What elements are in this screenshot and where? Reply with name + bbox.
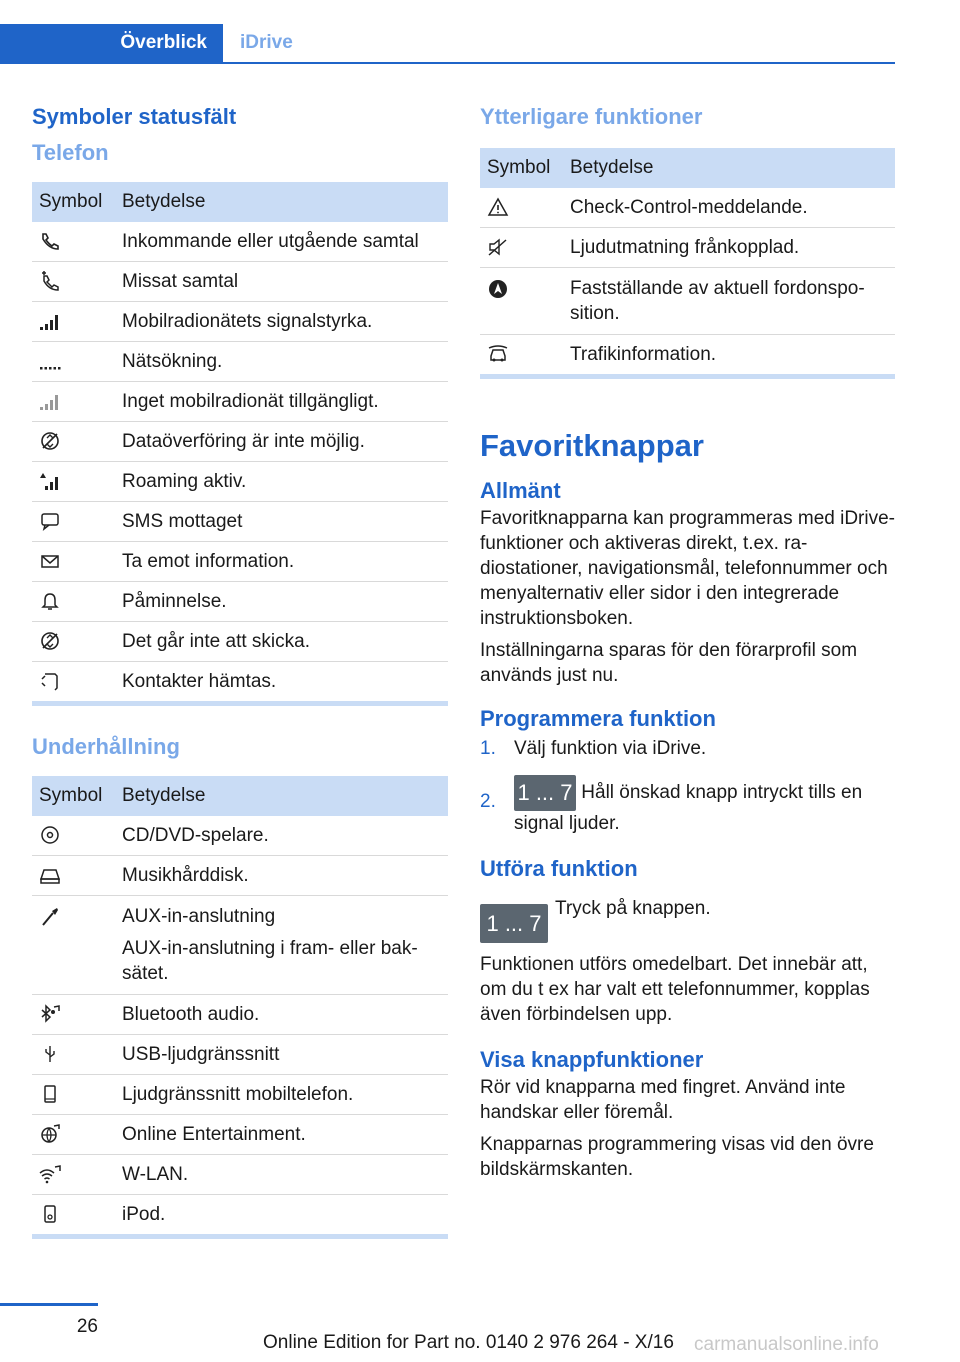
subheading-telefon: Telefon bbox=[32, 140, 109, 165]
left-column bbox=[32, 100, 448, 1239]
underhallning-table bbox=[32, 776, 448, 1239]
missed-call-icon bbox=[39, 271, 61, 291]
table-row: Nätsökning. bbox=[32, 342, 448, 382]
table-row: Musikhårddisk. bbox=[32, 856, 448, 896]
table-row: Missat samtal bbox=[32, 262, 448, 302]
table-row: Dataöverföring är inte möjlig. bbox=[32, 422, 448, 462]
online-entertainment-icon bbox=[39, 1124, 61, 1144]
page-number: 26 bbox=[76, 1316, 98, 1337]
utfora-heading: Utföra funktion bbox=[480, 856, 638, 881]
table-row: Mobilradionätets signalstyrka. bbox=[32, 302, 448, 342]
table-row: Roaming aktiv. bbox=[32, 462, 448, 502]
col-symbol: Symbol bbox=[32, 182, 115, 222]
speaker-off-icon bbox=[487, 237, 509, 257]
table-row bbox=[32, 896, 448, 995]
favorite-button-image: 1 ... 7 bbox=[514, 775, 576, 811]
table-row: Ljudutmatning frånkopplad. bbox=[480, 228, 895, 268]
sms-icon bbox=[39, 511, 61, 531]
no-send-icon bbox=[39, 631, 61, 651]
right-column bbox=[480, 100, 895, 1182]
col-meaning: Betydelse bbox=[115, 182, 448, 222]
visa-paragraph-2: Knapparnas programmering visas vid den övre bildskärmskanten. bbox=[480, 1134, 874, 1180]
no-data-icon bbox=[39, 431, 61, 451]
ipod-icon bbox=[39, 1204, 61, 1224]
contacts-download-icon bbox=[39, 671, 61, 691]
programmera-steps bbox=[480, 736, 895, 836]
allmant-heading: Allmänt bbox=[480, 478, 561, 503]
utfora-text: Tryck på knappen. bbox=[555, 898, 711, 919]
phone-call-icon bbox=[39, 231, 61, 251]
table-header-row bbox=[32, 182, 448, 222]
table-row: Kontakter hämtas. bbox=[32, 662, 448, 704]
table-row: Fastställande av aktuell fordonspo-sition. bbox=[480, 268, 895, 335]
table-header-row bbox=[32, 776, 448, 816]
table-row: CD/DVD-spelare. bbox=[32, 816, 448, 856]
table-row: SMS mottaget bbox=[32, 502, 448, 542]
allmant-paragraph-2: Inställningarna sparas för den förarprofil som används just nu. bbox=[480, 640, 858, 686]
col-meaning: Betydelse bbox=[115, 776, 448, 816]
warning-triangle-icon bbox=[487, 197, 509, 217]
table-row: iPod. bbox=[32, 1195, 448, 1237]
programmera-heading: Programmera funktion bbox=[480, 706, 716, 731]
telefon-table bbox=[32, 182, 448, 706]
harddisk-icon bbox=[39, 865, 61, 885]
table-header-row bbox=[480, 148, 895, 188]
list-item: 1. Välj funktion via iDrive. bbox=[480, 738, 707, 759]
table-row: Trafikinformation. bbox=[480, 335, 895, 377]
col-meaning: Betydelse bbox=[563, 148, 895, 188]
aux-line-2: AUX-in-anslutning i fram- eller bak-sätet. bbox=[122, 938, 418, 984]
aux-line-1: AUX-in-anslutning bbox=[122, 906, 276, 927]
table-row: W-LAN. bbox=[32, 1155, 448, 1195]
table-row: Check-Control-meddelande. bbox=[480, 188, 895, 228]
utfora-paragraph: Funktionen utförs omedelbart. Det innebär att, om du t ex har valt ett telefonnummer, kopplas även förbindelsen upp. bbox=[480, 954, 870, 1025]
bell-icon bbox=[39, 591, 61, 611]
visa-paragraph-1: Rör vid knapparna med fingret. Använd inte handskar eller föremål. bbox=[480, 1077, 846, 1123]
section-title-statusfalt: Symboler statusfält bbox=[32, 104, 237, 129]
bluetooth-audio-icon bbox=[39, 1004, 61, 1024]
col-symbol: Symbol bbox=[480, 148, 563, 188]
roaming-icon bbox=[39, 471, 61, 491]
table-row: Påminnelse. bbox=[32, 582, 448, 622]
col-symbol: Symbol bbox=[32, 776, 115, 816]
footer-rule bbox=[0, 1303, 98, 1306]
table-row: Inkommande eller utgående samtal bbox=[32, 222, 448, 262]
table-row: Ta emot information. bbox=[32, 542, 448, 582]
subheading-ytterligare: Ytterligare funktioner bbox=[480, 104, 703, 129]
tab-idrive[interactable]: iDrive bbox=[240, 32, 293, 53]
cd-icon bbox=[39, 825, 61, 845]
ytterligare-table bbox=[480, 148, 895, 379]
usb-icon bbox=[39, 1044, 61, 1064]
signal-strength-icon bbox=[39, 311, 61, 331]
wlan-icon bbox=[39, 1164, 61, 1184]
envelope-icon bbox=[39, 551, 61, 571]
header-tabs bbox=[0, 24, 895, 64]
table-row: Ljudgränssnitt mobiltelefon. bbox=[32, 1075, 448, 1115]
table-row: Det går inte att skicka. bbox=[32, 622, 448, 662]
table-row: USB-ljudgränssnitt bbox=[32, 1035, 448, 1075]
traffic-info-icon bbox=[487, 344, 509, 364]
table-row: Bluetooth audio. bbox=[32, 995, 448, 1035]
list-item: 2. 1 ... 7 Håll önskad knapp intryckt tills en signal ljuder. bbox=[480, 775, 895, 836]
favorite-button-image: 1 ... 7 bbox=[480, 904, 548, 943]
network-search-icon bbox=[39, 351, 61, 371]
subheading-underhallning: Underhållning bbox=[32, 734, 180, 759]
mobile-phone-icon bbox=[39, 1084, 61, 1104]
no-network-icon bbox=[39, 391, 61, 411]
compass-position-icon bbox=[487, 279, 509, 299]
aux-plug-icon bbox=[39, 907, 61, 927]
utfora-block bbox=[480, 884, 895, 946]
table-row: Inget mobilradionät tillgängligt. bbox=[32, 382, 448, 422]
visa-heading: Visa knappfunktioner bbox=[480, 1047, 704, 1072]
favoritknappar-title: Favoritknappar bbox=[480, 428, 704, 463]
table-row: Online Entertainment. bbox=[32, 1115, 448, 1155]
edition-text: Online Edition for Part no. 0140 2 976 264 - X/16 bbox=[263, 1332, 674, 1353]
tab-overblick[interactable]: Överblick bbox=[0, 24, 223, 62]
allmant-paragraph-1: Favoritknapparna kan programmeras med iDrive-funktioner och aktiveras direkt, t.ex. ra-diostationer, navigationsmål, telefonnummer och menyalternativ eller sidor i den integrerade instruktionsboken. bbox=[480, 508, 895, 629]
watermark: carmanualsonline.info bbox=[694, 1334, 879, 1355]
